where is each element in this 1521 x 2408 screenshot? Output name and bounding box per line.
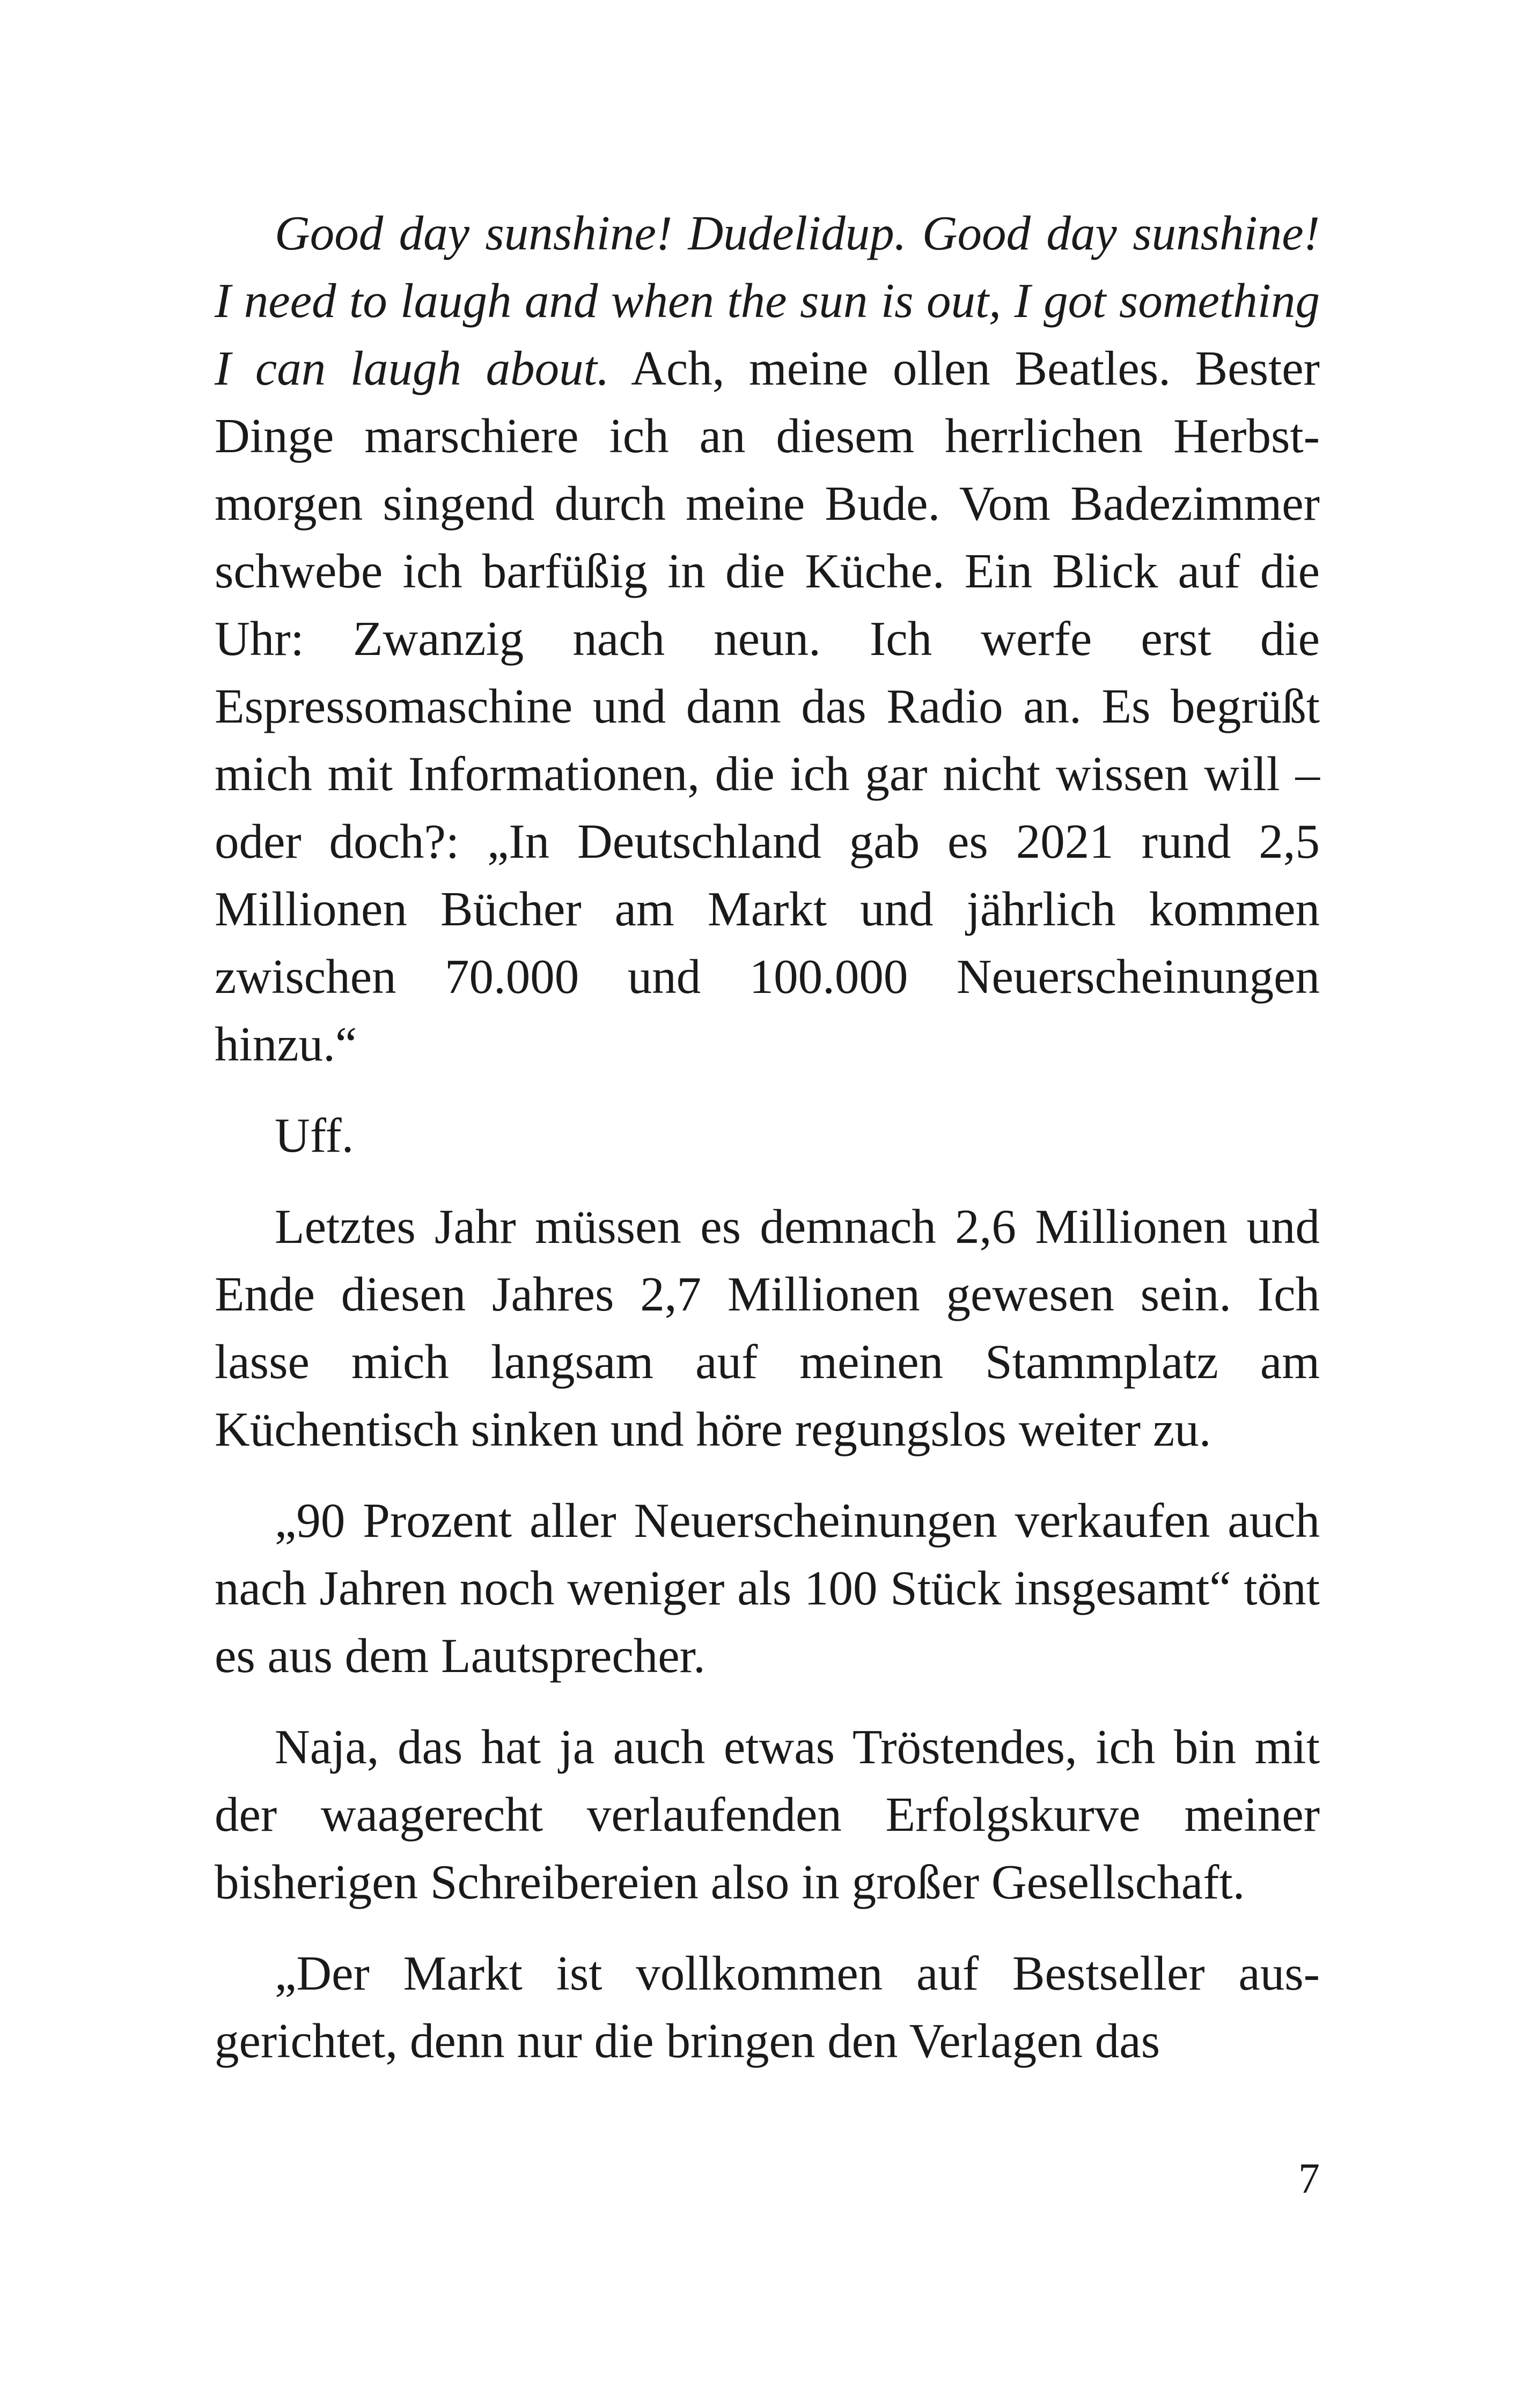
paragraph-last-year: Letztes Jahr müssen es demnach 2,6 Millionen und Ende diesen Jahres 2,7 Millionen gewesen sein. Ich lasse mich langsam auf meinen Stammplatz am Küchentisch sinken und höre regungslos weiter zu. — [215, 1199, 1320, 1456]
page-number: 7 — [1298, 2155, 1320, 2203]
paragraph-market: „Der Markt ist vollkommen auf Bestseller ausgerichtet, denn nur die bringen den Verlagen das — [215, 1946, 1320, 2068]
lyrics-italic: Good day sunshine! Dudelidup. Good day sunshine! I need to laugh and when the sun is out, I got something I can laugh about. — [215, 206, 1320, 395]
paragraph-ninety-percent: „90 Prozent aller Neuerscheinungen verkaufen auch nach Jahren noch weniger als 100 Stück insgesamt“ tönt es aus dem Lautsprecher. — [215, 1493, 1320, 1683]
paragraph-song-lyrics — [215, 200, 1320, 1078]
paragraph-uff: Uff. — [275, 1108, 354, 1162]
paragraph-1-text: Ach, meine ollen Beatles. Bester Dinge marschiere ich an diesem herrlichen Herbstmorgen singend durch meine Bude. Vom Badezimmer schwebe ich barfüßig in die Küche. Ein Blick auf die Uhr: Zwanzig nach neun. Ich werfe erst die Espressomaschine und dann das Radio an. Es begrüßt mich mit Informationen, die ich gar nicht wissen will – oder doch?: „In Deutschland gab es 2021 rund 2,5 Millionen Bücher am Markt und jährlich kommen zwischen 70.000 und 100.000 Neuerscheinungen hinzu.“ — [215, 341, 1320, 1071]
body-text — [215, 200, 1320, 2075]
paragraph-naja: Naja, das hat ja auch etwas Tröstendes, ich bin mit der waagerecht verlaufenden Erfolgskurve meiner bisherigen Schreibereien also in großer Gesellschaft. — [215, 1720, 1320, 1909]
